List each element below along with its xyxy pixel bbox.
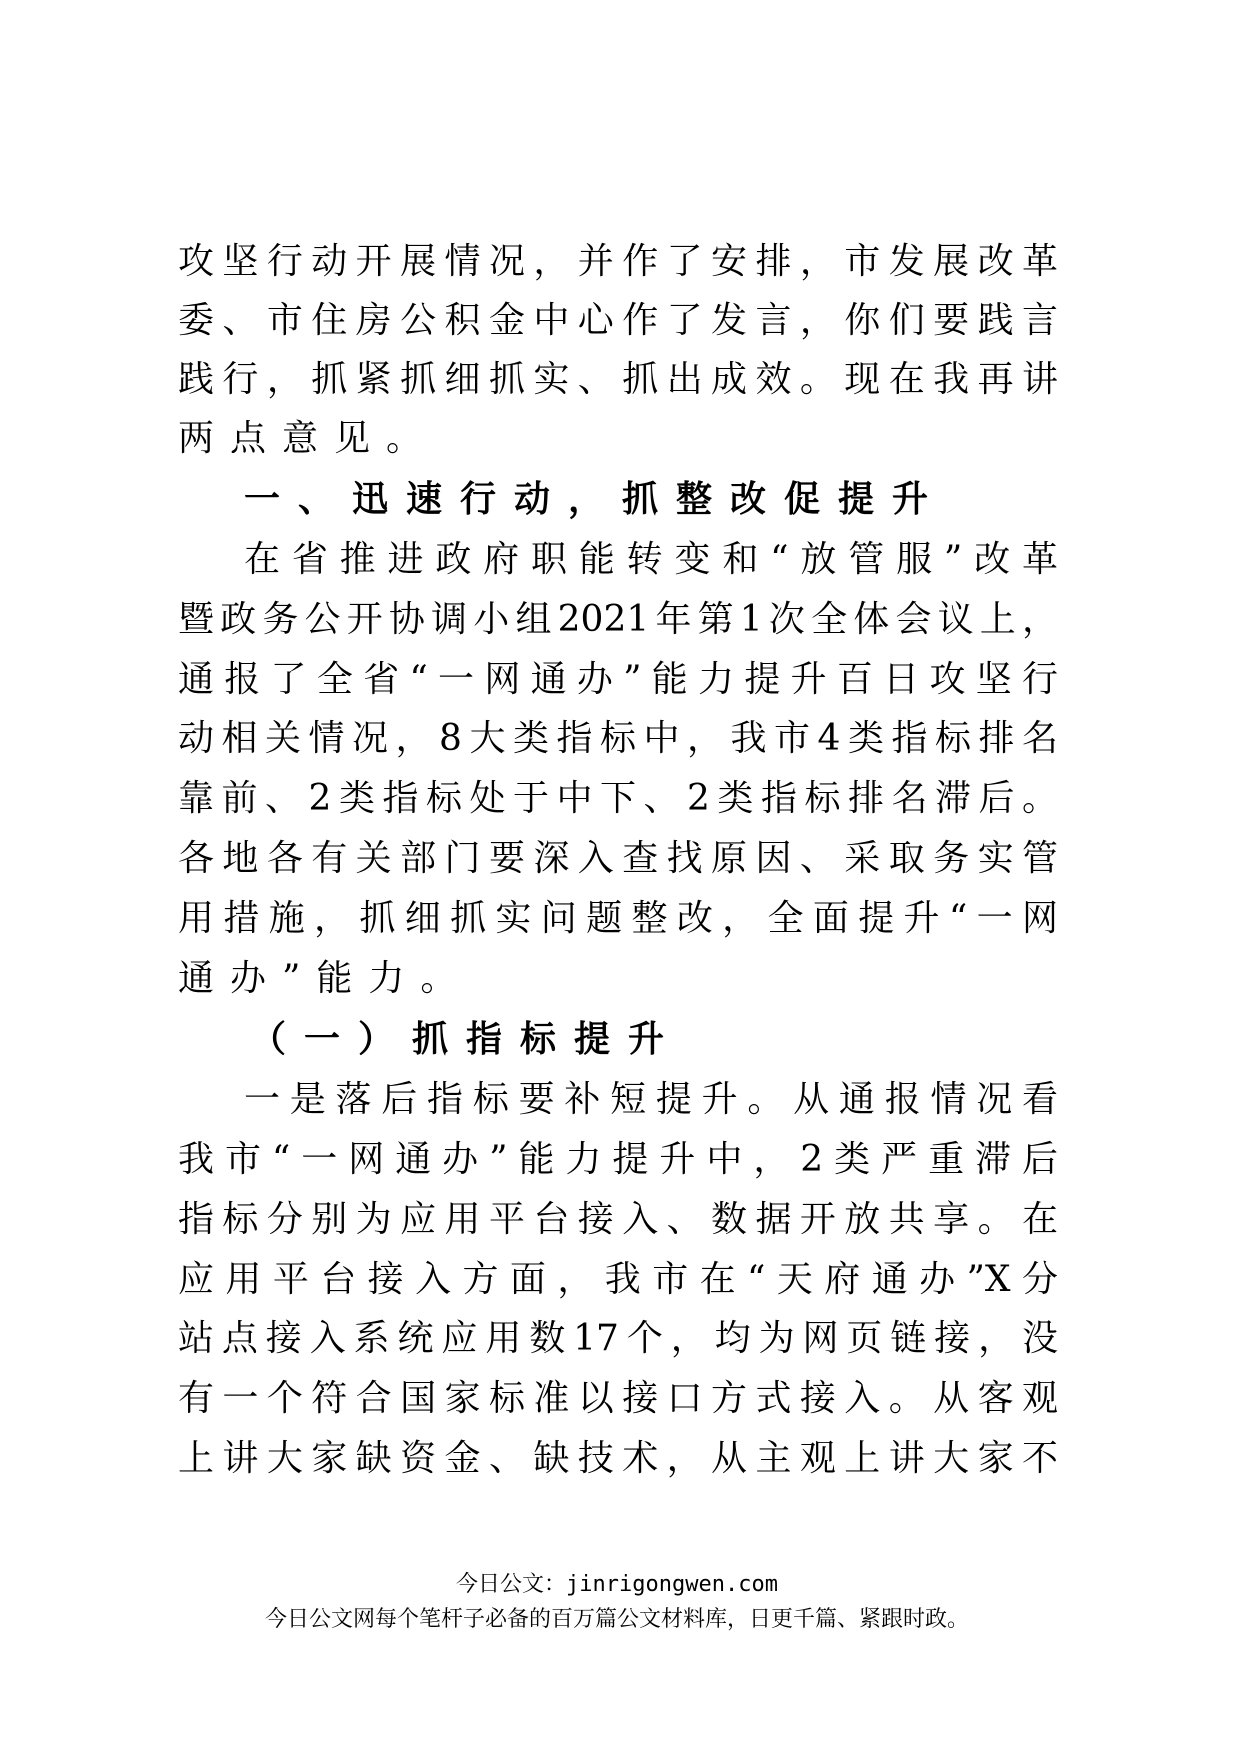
paragraph-line: 有一个符合国家标准以接口方式接入。从客观 [178,1378,1058,1419]
paragraph-line: 在省推进政府职能转变和“放管服”改革 [244,539,1058,580]
paragraph-line: 通办”能力。 [178,958,473,999]
paragraph-line: 站点接入系统应用数17个，均为网页链接，没 [178,1318,1058,1359]
paragraph-line: 两点意见。 [178,418,439,459]
paragraph-line: 攻坚行动开展情况，并作了安排，市发展改革 [178,241,1058,282]
paragraph-line: 我市“一网通办”能力提升中，2类严重滞后 [178,1139,1058,1180]
paragraph-line: 应用平台接入方面，我市在“天府通办”X分 [178,1259,1058,1300]
footer-slogan: 今日公文网每个笔杆子必备的百万篇公文材料库，日更千篇、紧跟时政。 [264,1607,969,1632]
footer-site-prefix: 今日公文： [456,1572,567,1597]
footer-site [0,1569,1234,1601]
paragraph-line: 靠前、2类指标处于中下、2类指标排名滞后。 [178,778,1058,819]
subsection-heading: （一）抓指标提升 [250,1018,683,1060]
paragraph-line: 委、市住房公积金中心作了发言，你们要践言 [178,300,1058,341]
footer-site-link[interactable]: jinrigongwen.com [566,1572,778,1597]
paragraph-line: 各地各有关部门要深入查找原因、采取务实管 [178,838,1058,879]
paragraph-line: 一是落后指标要补短提升。从通报情况看 [244,1079,1058,1120]
paragraph-line: 通报了全省“一网通办”能力提升百日攻坚行 [178,659,1058,700]
paragraph-line: 用措施，抓细抓实问题整改，全面提升“一网 [178,898,1058,939]
paragraph-line: 动相关情况，8大类指标中，我市4类指标排名 [178,718,1058,759]
paragraph-line: 暨政务公开协调小组2021年第1次全体会议上， [178,599,1058,640]
paragraph-line: 践行，抓紧抓细抓实、抓出成效。现在我再讲 [178,359,1058,400]
paragraph-line: 上讲大家缺资金、缺技术，从主观上讲大家不 [178,1438,1058,1479]
section-heading: 一、迅速行动，抓整改促提升 [244,478,947,520]
paragraph-line: 指标分别为应用平台接入、数据开放共享。在 [178,1199,1058,1240]
